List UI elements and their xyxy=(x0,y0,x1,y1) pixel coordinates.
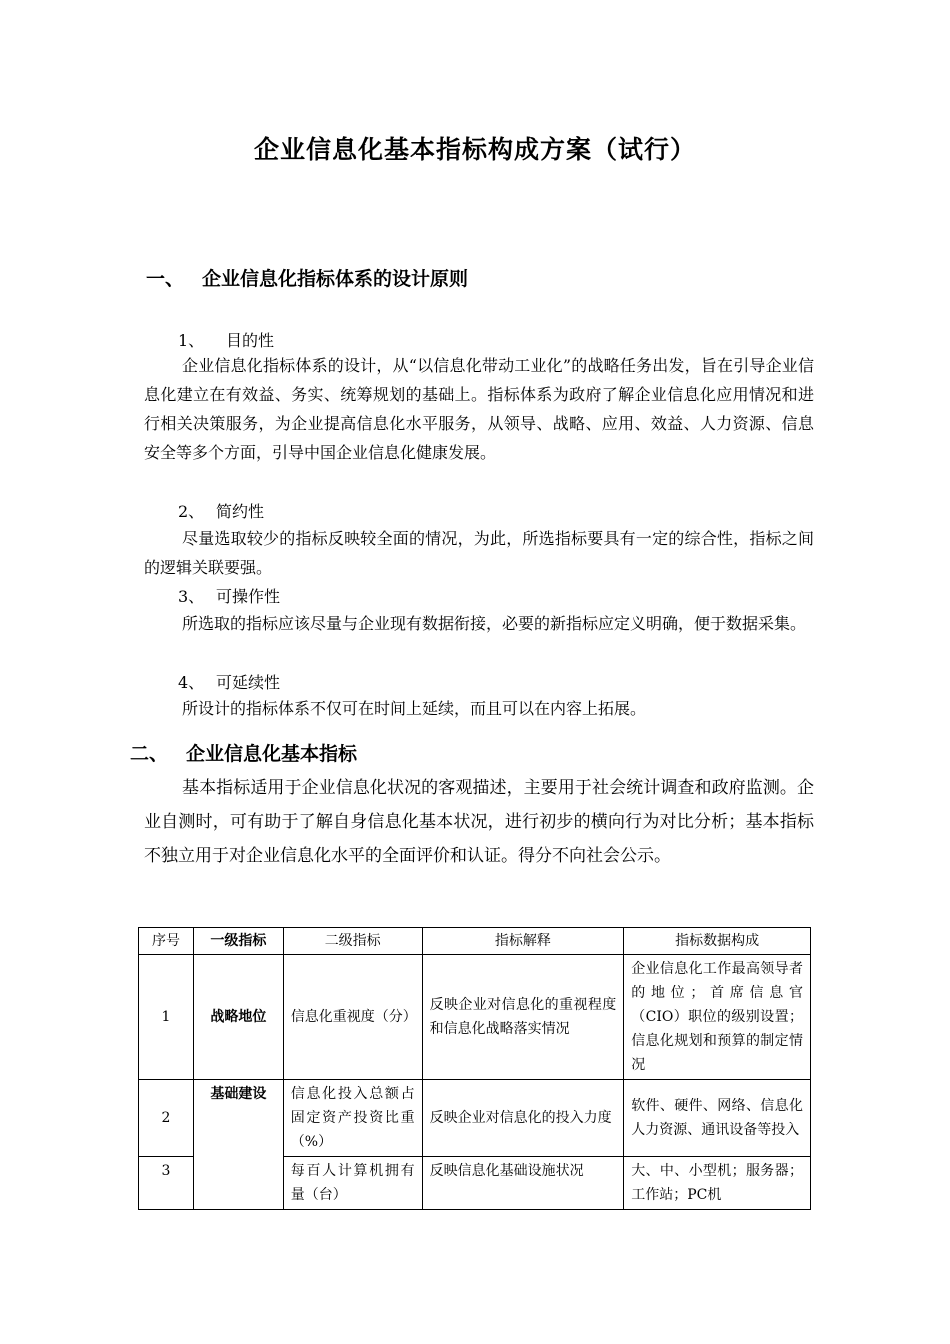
item-3-paragraph: 所选取的指标应该尽量与企业现有数据衔接，必要的新指标应定义明确，便于数据采集。 xyxy=(182,614,807,633)
section-2-paragraph: 基本指标适用于企业信息化状况的客观描述，主要用于社会统计调查和政府监测。企业自测时，可有助于了解自身信息化基本状况，进行初步的横向行为对比分析；基本指标不独立用于对企业信息化水平的全面评价和认证。得分不向社会公示。 xyxy=(144,778,814,866)
row-data: 企业信息化工作最高领导者的地位；首席信息官（CIO）职位的级别设置；信息化规划和预算的制定情况 xyxy=(624,955,811,1080)
item-1-paragraph: 企业信息化指标体系的设计，从“以信息化带动工业化”的战略任务出发，旨在引导企业信息化建立在有效益、务实、统筹规划的基础上。指标体系为政府了解企业信息化应用情况和进行相关决策服务，为企业提高信息化水平服务，从领导、战略、应用、效益、人力资源、信息安全等多个方面，引导中国企业信息化健康发展。 xyxy=(144,356,814,462)
item-1-number: 1、 xyxy=(178,331,205,350)
item-4-label: 可延续性 xyxy=(216,673,281,692)
row-index: 1 xyxy=(139,955,194,1080)
row-explain: 反映企业对信息化的投入力度 xyxy=(422,1080,624,1157)
row-explain: 反映企业对信息化的重视程度和信息化战略落实情况 xyxy=(422,955,624,1080)
row-index: 3 xyxy=(139,1157,194,1210)
row-data: 软件、硬件、网络、信息化人力资源、通讯设备等投入 xyxy=(624,1080,811,1157)
row-explain: 反映信息化基础设施状况 xyxy=(422,1157,624,1210)
header-explain: 指标解释 xyxy=(422,928,624,955)
row-level1: 战略地位 xyxy=(193,955,283,1080)
item-1-label: 目的性 xyxy=(226,331,275,350)
item-4-paragraph: 所设计的指标体系不仅可在时间上延续，而且可以在内容上拓展。 xyxy=(182,699,647,718)
item-3-heading xyxy=(178,584,280,607)
header-level2: 二级指标 xyxy=(283,928,422,955)
row-level1: 基础建设 xyxy=(193,1080,283,1210)
row-level2: 每百人计算机拥有量（台） xyxy=(283,1157,422,1210)
row-data: 大、中、小型机；服务器；工作站；PC机 xyxy=(624,1157,811,1210)
table-row xyxy=(139,1080,811,1157)
indicator-table xyxy=(138,927,811,1210)
row-level2: 信息化投入总额占固定资产投资比重（%） xyxy=(283,1080,422,1157)
item-2-number: 2、 xyxy=(178,502,205,521)
section-1-number: 一、 xyxy=(146,268,185,290)
section-1-title: 企业信息化指标体系的设计原则 xyxy=(202,268,469,290)
item-2-paragraph: 尽量选取较少的指标反映较全面的情况，为此，所选指标要具有一定的综合性，指标之间的逻辑关联要强。 xyxy=(144,529,814,577)
section-2-number: 二、 xyxy=(130,743,169,765)
section-1-heading xyxy=(146,264,468,291)
header-index: 序号 xyxy=(139,928,194,955)
item-3-number: 3、 xyxy=(178,587,205,606)
section-2-heading xyxy=(130,739,357,766)
item-4-number: 4、 xyxy=(178,673,205,692)
header-level1: 一级指标 xyxy=(193,928,283,955)
item-2-heading xyxy=(178,499,264,522)
item-1-heading xyxy=(178,328,274,351)
row-index: 2 xyxy=(139,1080,194,1157)
row-level2: 信息化重视度（分） xyxy=(283,955,422,1080)
item-4-heading xyxy=(178,670,280,693)
section-2-title: 企业信息化基本指标 xyxy=(186,743,358,765)
header-data: 指标数据构成 xyxy=(624,928,811,955)
document-title: 企业信息化基本指标构成方案（试行） xyxy=(253,135,696,164)
item-3-label: 可操作性 xyxy=(216,587,281,606)
item-2-label: 简约性 xyxy=(216,502,265,521)
table-header-row xyxy=(139,928,811,955)
table-row xyxy=(139,955,811,1080)
